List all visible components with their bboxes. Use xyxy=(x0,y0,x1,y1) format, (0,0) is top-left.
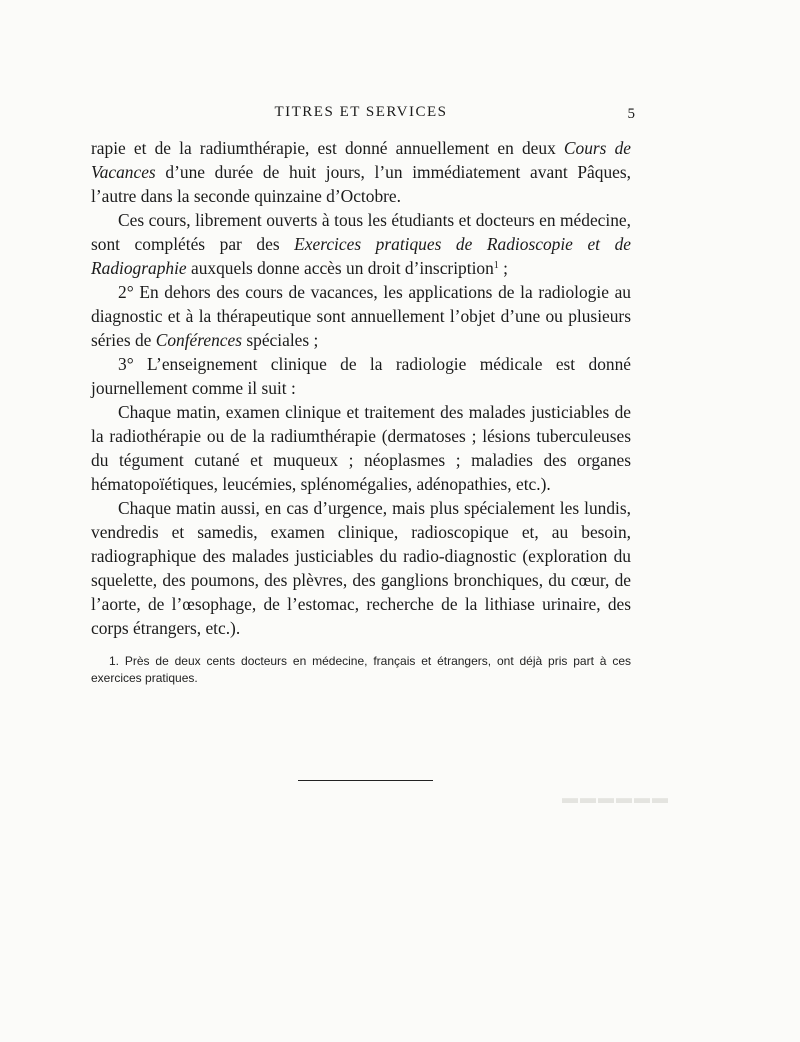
exercices-pratiques-emphasis: Exercices pratiques de Radioscopie et de Radiographie xyxy=(91,234,631,278)
conferences-emphasis: Conférences xyxy=(155,330,243,350)
paragraph-3-text: 2° En dehors des cours de vacances, les applications de la radiologie au diagnostic et à la thérapeutique sont annuellement l’objet d’une ou plusieurs séries de xyxy=(91,282,631,350)
paragraph-2-text-mid: auxquels donne accès un droit d’inscription xyxy=(186,258,494,278)
cours-de-vacances-emphasis: Cours de Vacances xyxy=(91,138,631,182)
paragraph-1-text-end: d’une durée de huit jours, l’un immédiatement avant Pâques, l’autre dans la seconde quinzaine d’Octobre. xyxy=(91,162,631,206)
paragraph-3 xyxy=(91,280,631,352)
body-text xyxy=(91,136,631,640)
page-number: 5 xyxy=(627,106,635,122)
paragraph-5: Chaque matin, examen clinique et traitement des malades justiciables de la radiothérapie ou de la radiumthérapie (dermatoses ; lésions tuberculeuses du tégument cutané et muqueux ; néoplasmes ; maladies des organes hématopoïétiques, leucémies, splénomégalies, adénopathies, etc.). xyxy=(91,402,631,494)
paragraph-4: 3° L’enseignement clinique de la radiologie médicale est donné journellement comme il suit : xyxy=(91,354,631,398)
paragraph-2-text: Ces cours, librement ouverts à tous les étudiants et docteurs en médecine, sont complétés par des xyxy=(91,210,631,254)
bleed-through-text: ▬▬▬▬▬▬ xyxy=(560,790,668,807)
paragraph-6: Chaque matin aussi, en cas d’urgence, mais plus spécialement les lundis, vendredis et samedis, examen clinique, radioscopique et, au besoin, radiographique des malades justiciables du radio-diagnostic (exploration du squelette, des poumons, des plèvres, des ganglions bronchiques, du cœur, de l’aorte, de l’œsophage, de l’estomac, recherche de la lithiase urinaire, des corps étrangers, etc.). xyxy=(91,498,631,638)
footnote: 1. Près de deux cents docteurs en médecine, français et étrangers, ont déjà pris part à ces exercices pratiques. xyxy=(91,654,631,685)
paragraph-1 xyxy=(91,136,631,208)
running-header xyxy=(91,104,635,124)
paragraph-3-text-end: spéciales ; xyxy=(242,330,319,350)
paragraph-2-text-end: ; xyxy=(498,258,508,278)
footnote-marker: 1 xyxy=(493,260,499,271)
section-divider-rule xyxy=(298,780,433,781)
paragraph-2 xyxy=(91,208,631,280)
paragraph-1-text: rapie et de la radiumthérapie, est donné annuellement en deux xyxy=(91,138,564,158)
header-title: TITRES ET SERVICES xyxy=(274,104,448,120)
